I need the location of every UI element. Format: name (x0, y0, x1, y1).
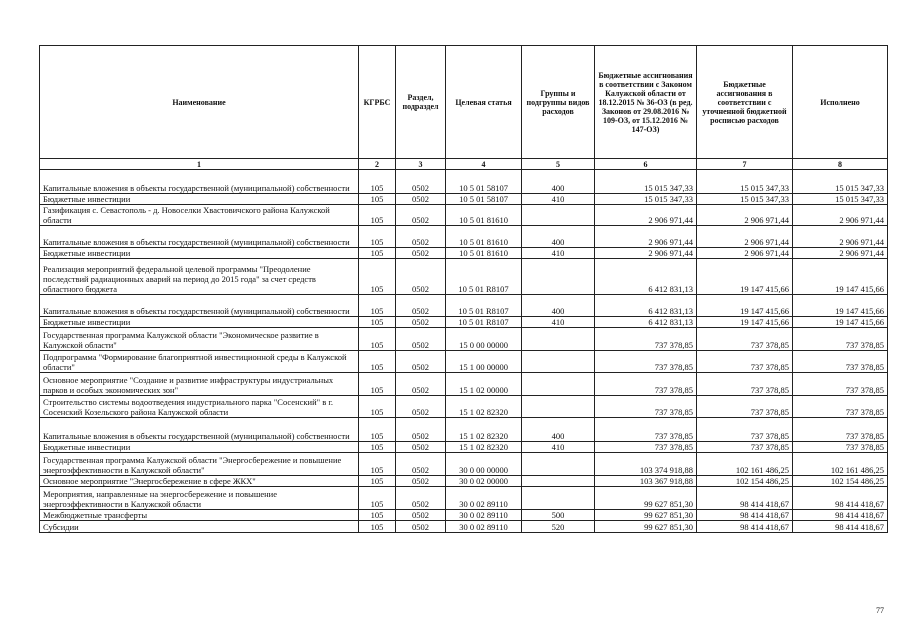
column-number: 2 (359, 159, 396, 170)
cell-group (522, 259, 595, 295)
table-row (40, 510, 888, 521)
cell-group: 400 (522, 295, 595, 317)
cell-group: 500 (522, 510, 595, 521)
table-row (40, 487, 888, 510)
cell-kgrbs: 105 (359, 259, 396, 295)
cell-executed-amount: 102 154 486,25 (793, 476, 888, 487)
cell-law-amount: 2 906 971,44 (595, 205, 697, 226)
table-row (40, 205, 888, 226)
cell-name: Подпрограмма "Формирование благоприятной инвестиционной среды в Калужской области" (40, 351, 359, 373)
cell-kgrbs: 105 (359, 328, 396, 351)
cell-kgrbs: 105 (359, 418, 396, 442)
header-name: Наименование (40, 46, 359, 159)
cell-executed-amount: 2 906 971,44 (793, 205, 888, 226)
header-executed: Исполнено (793, 46, 888, 159)
cell-refined-amount: 737 378,85 (697, 373, 793, 396)
cell-group: 400 (522, 418, 595, 442)
cell-law-amount: 2 906 971,44 (595, 248, 697, 259)
table-row (40, 226, 888, 248)
cell-kgrbs: 105 (359, 453, 396, 476)
table-row (40, 476, 888, 487)
cell-executed-amount: 98 414 418,67 (793, 487, 888, 510)
header-kgrbs: КГРБС (359, 46, 396, 159)
cell-kgrbs: 105 (359, 510, 396, 521)
cell-target: 10 5 01 81610 (446, 226, 522, 248)
cell-kgrbs: 105 (359, 521, 396, 533)
cell-name: Газификация с. Севастополь - д. Новоселки Хвастовичского района Калужской области (40, 205, 359, 226)
cell-law-amount: 6 412 831,13 (595, 259, 697, 295)
cell-section: 0502 (396, 487, 446, 510)
cell-target: 10 5 01 R8107 (446, 317, 522, 328)
cell-kgrbs: 105 (359, 226, 396, 248)
cell-kgrbs: 105 (359, 487, 396, 510)
cell-target: 15 1 00 00000 (446, 351, 522, 373)
table-row (40, 396, 888, 418)
cell-executed-amount: 19 147 415,66 (793, 295, 888, 317)
cell-kgrbs: 105 (359, 317, 396, 328)
cell-name: Бюджетные инвестиции (40, 248, 359, 259)
cell-section: 0502 (396, 328, 446, 351)
cell-executed-amount: 98 414 418,67 (793, 510, 888, 521)
table-row (40, 351, 888, 373)
cell-group: 400 (522, 226, 595, 248)
cell-name: Государственная программа Калужской области "Экономическое развитие в Калужской области" (40, 328, 359, 351)
cell-name: Государственная программа Калужской области "Энергосбережение и повышение энергоэффективности в Калужской области" (40, 453, 359, 476)
cell-group: 400 (522, 170, 595, 194)
cell-law-amount: 103 374 918,88 (595, 453, 697, 476)
cell-name: Капитальные вложения в объекты государственной (муниципальной) собственности (40, 226, 359, 248)
cell-refined-amount: 2 906 971,44 (697, 205, 793, 226)
cell-section: 0502 (396, 453, 446, 476)
cell-section: 0502 (396, 510, 446, 521)
table-row (40, 170, 888, 194)
cell-target: 10 5 01 R8107 (446, 259, 522, 295)
table-row (40, 295, 888, 317)
cell-refined-amount: 15 015 347,33 (697, 194, 793, 205)
cell-refined-amount: 98 414 418,67 (697, 521, 793, 533)
cell-name: Реализация мероприятий федеральной целевой программы "Преодоление последствий радиационных аварий на период до 2015 года" за счет средств областного бюджета (40, 259, 359, 295)
column-number: 8 (793, 159, 888, 170)
cell-executed-amount: 737 378,85 (793, 373, 888, 396)
cell-group (522, 328, 595, 351)
cell-group (522, 487, 595, 510)
cell-target: 15 0 00 00000 (446, 328, 522, 351)
cell-kgrbs: 105 (359, 194, 396, 205)
cell-executed-amount: 102 161 486,25 (793, 453, 888, 476)
cell-section: 0502 (396, 295, 446, 317)
cell-section: 0502 (396, 248, 446, 259)
cell-refined-amount: 737 378,85 (697, 442, 793, 453)
cell-kgrbs: 105 (359, 205, 396, 226)
cell-refined-amount: 2 906 971,44 (697, 248, 793, 259)
cell-law-amount: 15 015 347,33 (595, 194, 697, 205)
cell-section: 0502 (396, 476, 446, 487)
cell-name: Основное мероприятие "Создание и развитие инфраструктуры индустриальных парков и особых экономических зон" (40, 373, 359, 396)
cell-group: 410 (522, 317, 595, 328)
header-law: Бюджетные ассигнования в соответствии с Законом Калужской области от 18.12.2015 № 36-ОЗ (в ред. Законов от 29.08.2016 № 109-ОЗ, от 15.12.2016 № 147-ОЗ) (595, 46, 697, 159)
cell-target: 30 0 00 00000 (446, 453, 522, 476)
cell-group: 410 (522, 442, 595, 453)
cell-refined-amount: 737 378,85 (697, 328, 793, 351)
cell-refined-amount: 98 414 418,67 (697, 510, 793, 521)
cell-target: 15 1 02 82320 (446, 442, 522, 453)
cell-target: 30 0 02 89110 (446, 521, 522, 533)
column-number: 1 (40, 159, 359, 170)
cell-refined-amount: 737 378,85 (697, 396, 793, 418)
cell-section: 0502 (396, 521, 446, 533)
cell-group (522, 453, 595, 476)
cell-refined-amount: 19 147 415,66 (697, 295, 793, 317)
cell-law-amount: 737 378,85 (595, 373, 697, 396)
cell-executed-amount: 2 906 971,44 (793, 226, 888, 248)
cell-law-amount: 737 378,85 (595, 351, 697, 373)
table-row (40, 259, 888, 295)
cell-law-amount: 99 627 851,30 (595, 510, 697, 521)
cell-refined-amount: 19 147 415,66 (697, 259, 793, 295)
cell-kgrbs: 105 (359, 396, 396, 418)
cell-law-amount: 15 015 347,33 (595, 170, 697, 194)
cell-group (522, 205, 595, 226)
cell-group (522, 351, 595, 373)
cell-group: 520 (522, 521, 595, 533)
cell-name: Строительство системы водоотведения индустриального парка "Сосенский" в г. Сосенский Козельского района Калужской области (40, 396, 359, 418)
cell-group (522, 373, 595, 396)
cell-target: 10 5 01 R8107 (446, 295, 522, 317)
cell-target: 10 5 01 58107 (446, 170, 522, 194)
cell-kgrbs: 105 (359, 476, 396, 487)
cell-section: 0502 (396, 373, 446, 396)
cell-kgrbs: 105 (359, 351, 396, 373)
cell-group: 410 (522, 194, 595, 205)
cell-refined-amount: 98 414 418,67 (697, 487, 793, 510)
cell-group (522, 476, 595, 487)
cell-name: Мероприятия, направленные на энергосбережение и повышение энергоэффективности в Калужской области (40, 487, 359, 510)
cell-executed-amount: 737 378,85 (793, 351, 888, 373)
cell-section: 0502 (396, 259, 446, 295)
cell-refined-amount: 102 154 486,25 (697, 476, 793, 487)
cell-law-amount: 6 412 831,13 (595, 295, 697, 317)
cell-name: Капитальные вложения в объекты государственной (муниципальной) собственности (40, 170, 359, 194)
cell-law-amount: 103 367 918,88 (595, 476, 697, 487)
cell-law-amount: 737 378,85 (595, 396, 697, 418)
column-number: 5 (522, 159, 595, 170)
cell-name: Капитальные вложения в объекты государственной (муниципальной) собственности (40, 295, 359, 317)
cell-section: 0502 (396, 351, 446, 373)
cell-section: 0502 (396, 317, 446, 328)
cell-target: 15 1 02 82320 (446, 418, 522, 442)
cell-refined-amount: 102 161 486,25 (697, 453, 793, 476)
cell-executed-amount: 737 378,85 (793, 396, 888, 418)
cell-refined-amount: 19 147 415,66 (697, 317, 793, 328)
cell-section: 0502 (396, 194, 446, 205)
cell-refined-amount: 2 906 971,44 (697, 226, 793, 248)
cell-group (522, 396, 595, 418)
page-number: 77 (876, 606, 884, 615)
cell-target: 15 1 02 82320 (446, 396, 522, 418)
cell-law-amount: 2 906 971,44 (595, 226, 697, 248)
cell-target: 10 5 01 58107 (446, 194, 522, 205)
cell-refined-amount: 737 378,85 (697, 351, 793, 373)
cell-kgrbs: 105 (359, 170, 396, 194)
table-row (40, 521, 888, 533)
cell-law-amount: 737 378,85 (595, 418, 697, 442)
cell-target: 30 0 02 89110 (446, 510, 522, 521)
cell-section: 0502 (396, 170, 446, 194)
cell-law-amount: 6 412 831,13 (595, 317, 697, 328)
cell-section: 0502 (396, 396, 446, 418)
table-row (40, 328, 888, 351)
cell-law-amount: 99 627 851,30 (595, 487, 697, 510)
cell-executed-amount: 15 015 347,33 (793, 194, 888, 205)
cell-name: Основное мероприятие "Энергосбережение в сфере ЖКХ" (40, 476, 359, 487)
header-groups: Группы и подгруппы видов расходов (522, 46, 595, 159)
cell-refined-amount: 737 378,85 (697, 418, 793, 442)
table-body (40, 170, 888, 533)
cell-section: 0502 (396, 205, 446, 226)
table-row (40, 194, 888, 205)
header-section: Раздел, подраздел (396, 46, 446, 159)
column-number: 3 (396, 159, 446, 170)
cell-target: 30 0 02 00000 (446, 476, 522, 487)
cell-executed-amount: 19 147 415,66 (793, 317, 888, 328)
cell-group: 410 (522, 248, 595, 259)
column-number-row (40, 159, 888, 170)
cell-target: 10 5 01 81610 (446, 205, 522, 226)
table-row (40, 442, 888, 453)
cell-name: Бюджетные инвестиции (40, 317, 359, 328)
column-number: 7 (697, 159, 793, 170)
header-row (40, 46, 888, 159)
cell-name: Бюджетные инвестиции (40, 442, 359, 453)
header-target: Целевая статья (446, 46, 522, 159)
cell-executed-amount: 737 378,85 (793, 442, 888, 453)
cell-refined-amount: 15 015 347,33 (697, 170, 793, 194)
table-row (40, 453, 888, 476)
cell-section: 0502 (396, 418, 446, 442)
cell-kgrbs: 105 (359, 442, 396, 453)
header-refined: Бюджетные ассигнования в соответствии с уточненной бюджетной росписью расходов (697, 46, 793, 159)
cell-section: 0502 (396, 442, 446, 453)
budget-table-sheet (39, 45, 887, 533)
cell-law-amount: 99 627 851,30 (595, 521, 697, 533)
cell-target: 30 0 02 89110 (446, 487, 522, 510)
cell-executed-amount: 737 378,85 (793, 418, 888, 442)
table-row (40, 373, 888, 396)
cell-executed-amount: 2 906 971,44 (793, 248, 888, 259)
cell-name: Субсидии (40, 521, 359, 533)
table-row (40, 248, 888, 259)
cell-name: Капитальные вложения в объекты государственной (муниципальной) собственности (40, 418, 359, 442)
cell-law-amount: 737 378,85 (595, 442, 697, 453)
table-row (40, 317, 888, 328)
column-number: 6 (595, 159, 697, 170)
cell-section: 0502 (396, 226, 446, 248)
cell-kgrbs: 105 (359, 295, 396, 317)
cell-law-amount: 737 378,85 (595, 328, 697, 351)
cell-kgrbs: 105 (359, 248, 396, 259)
column-number: 4 (446, 159, 522, 170)
budget-table (39, 45, 888, 533)
cell-executed-amount: 98 414 418,67 (793, 521, 888, 533)
cell-executed-amount: 19 147 415,66 (793, 259, 888, 295)
cell-executed-amount: 737 378,85 (793, 328, 888, 351)
cell-name: Межбюджетные трансферты (40, 510, 359, 521)
cell-name: Бюджетные инвестиции (40, 194, 359, 205)
cell-executed-amount: 15 015 347,33 (793, 170, 888, 194)
cell-target: 10 5 01 81610 (446, 248, 522, 259)
cell-target: 15 1 02 00000 (446, 373, 522, 396)
table-row (40, 418, 888, 442)
cell-kgrbs: 105 (359, 373, 396, 396)
